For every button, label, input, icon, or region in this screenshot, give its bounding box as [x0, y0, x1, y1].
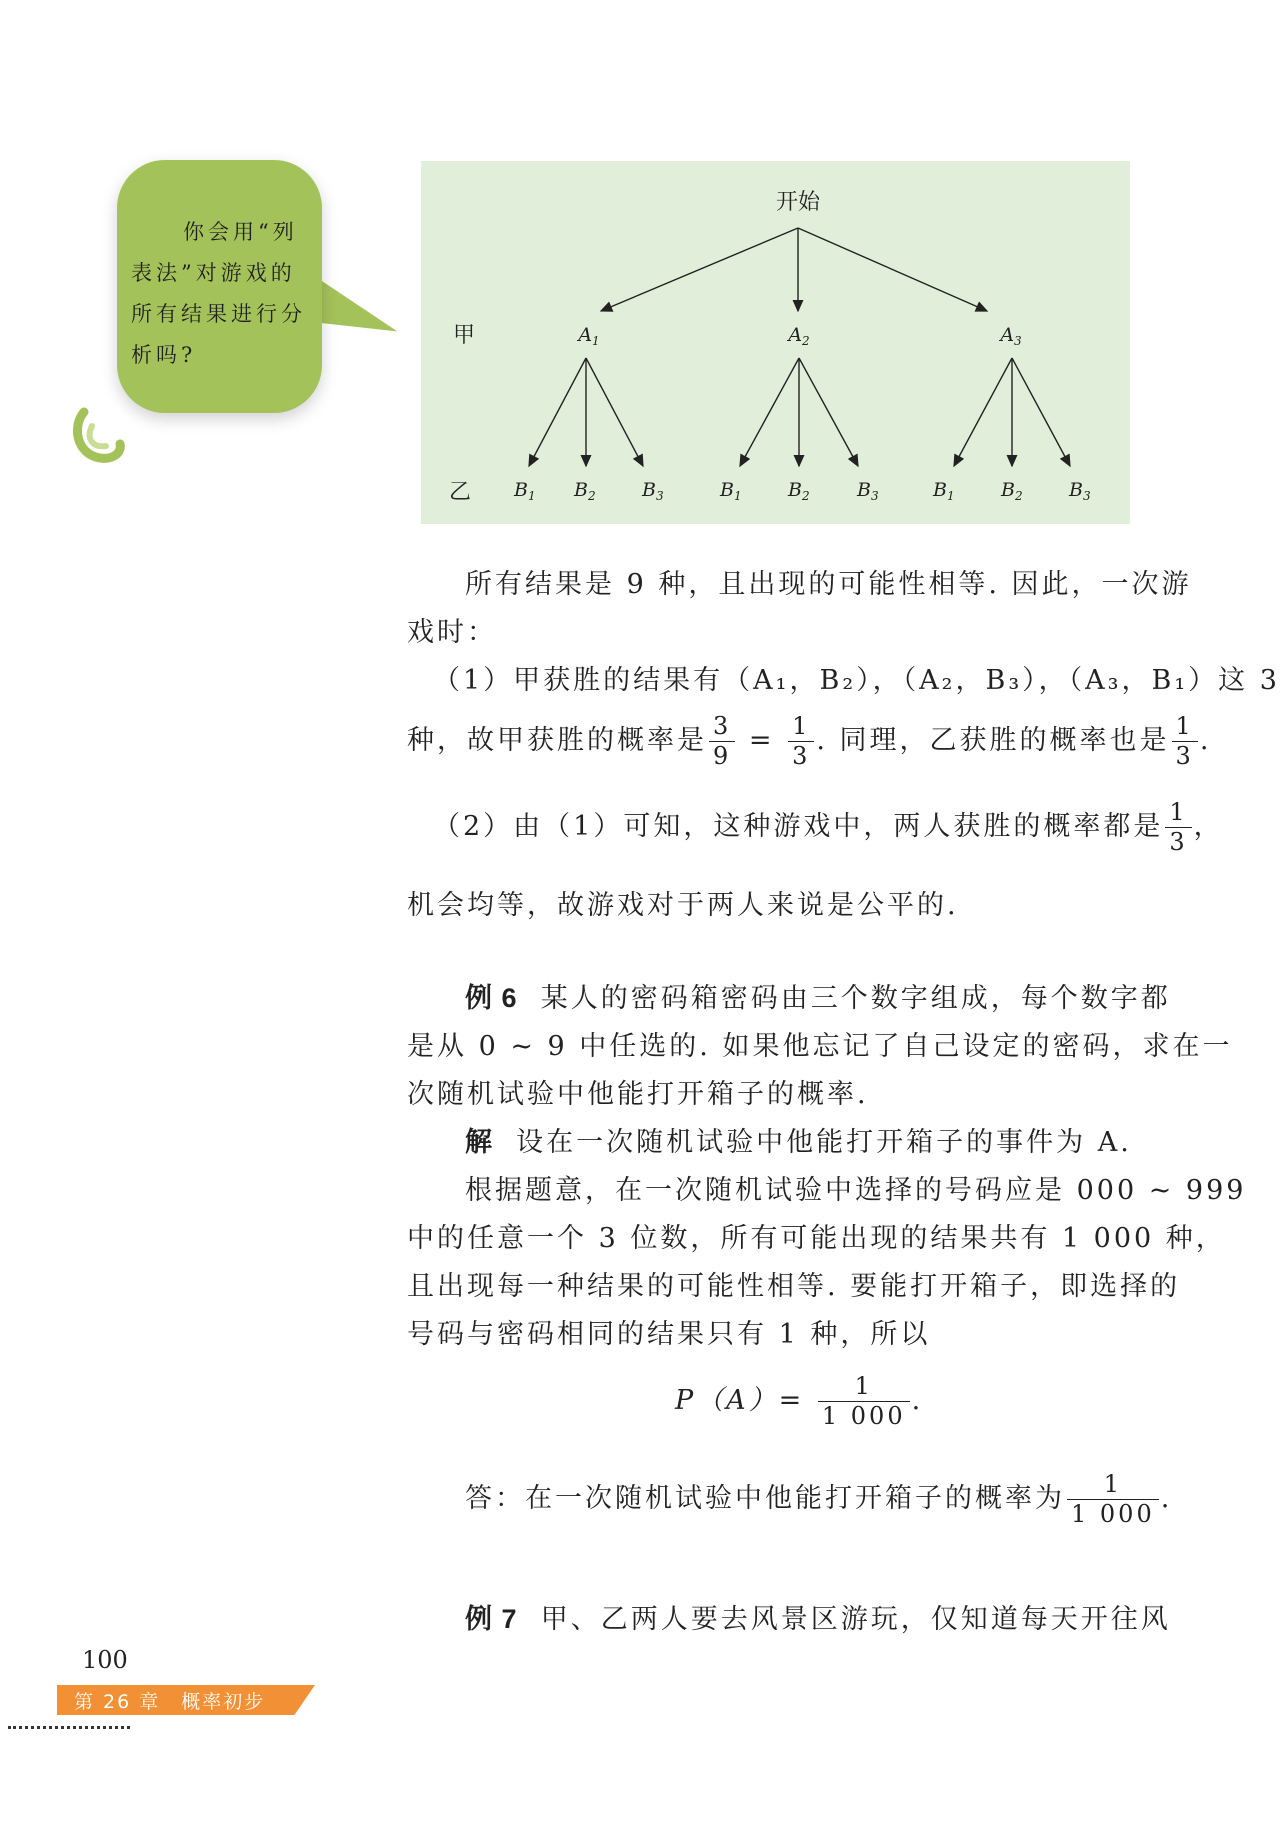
- page-number: 100: [82, 1646, 128, 1674]
- fraction-numerator: 1: [788, 712, 814, 742]
- fraction-one-third: [1172, 712, 1198, 771]
- paragraph-line: 机会均等，故游戏对于两人来说是公平的.: [407, 890, 959, 921]
- example-7-line: [465, 1597, 1171, 1636]
- tree-node-a3: $A_3$: [1000, 324, 1022, 348]
- solution-label: 解: [465, 1127, 493, 1157]
- fraction-denominator: 1 000: [821, 1402, 906, 1430]
- tree-node-b2: $B_2$: [788, 479, 810, 503]
- example-6-line: [465, 976, 1171, 1015]
- text-segment: 甲、乙两人要去风景区游玩，仅知道每天开往风: [540, 1604, 1171, 1635]
- text-segment: 某人的密码箱密码由三个数字组成，每个数字都: [540, 983, 1171, 1014]
- fraction-one-third: [788, 712, 814, 771]
- tree-diagram-svg: [421, 161, 1130, 524]
- text-segment: 答：在一次随机试验中他能打开箱子的概率为: [465, 1483, 1065, 1514]
- chapter-title: 第 26 章 概率初步: [74, 1691, 266, 1713]
- formula-lhs: P（A）=: [675, 1385, 805, 1416]
- tree-node-a1: $A_1$: [578, 324, 600, 348]
- swirl-ornament-icon: [70, 406, 125, 468]
- fraction-denominator: 9: [713, 742, 732, 770]
- tree-node-b1: $B_1$: [933, 479, 955, 503]
- tree-node-b3: $B_3$: [642, 479, 664, 503]
- answer-line: 答：在一次随机试验中他能打开箱子的概率为 $\frac{1}{1 000}$ .: [465, 1470, 1173, 1528]
- tree-root-label: 开始: [775, 190, 821, 215]
- paragraph-line: （2）由（1）可知，这种游戏中，两人获胜的概率都是 $\frac{1}{3}$ ，: [433, 798, 1224, 856]
- fraction-denominator: 3: [1175, 742, 1194, 770]
- fraction-numerator: 3: [709, 712, 735, 742]
- tip-text: [131, 212, 323, 376]
- example-7-label: 例 7: [465, 1604, 518, 1634]
- tree-diagram: [421, 161, 1130, 524]
- footer-dotted-divider: [8, 1726, 130, 1729]
- tip-line-4: 析吗?: [131, 343, 197, 367]
- fraction-one-thousandth: [1067, 1470, 1159, 1529]
- fraction-numerator: 1: [1067, 1470, 1159, 1500]
- paragraph-line: 根据题意，在一次随机试验中选择的号码应是 000 ~ 999: [465, 1175, 1247, 1206]
- tree-node-b1: $B_1$: [514, 479, 536, 503]
- tree-row-label-jia: 甲: [453, 323, 476, 348]
- paragraph-line: （1）甲获胜的结果有（A₁，B₂），（A₂，B₃），（A₃，B₁）这 3: [433, 665, 1280, 696]
- text-segment: 种，故甲获胜的概率是: [407, 725, 707, 756]
- fraction-numerator: 1: [1172, 712, 1198, 742]
- paragraph-line: 是从 0 ~ 9 中任选的. 如果他忘记了自己设定的密码，求在一: [407, 1031, 1233, 1062]
- fraction-one-third: [1165, 798, 1191, 857]
- tip-line-3: 所有结果进行分: [131, 302, 306, 326]
- text-segment: 同理，乙获胜的概率也是: [839, 725, 1170, 756]
- fraction-one-thousandth: [818, 1372, 910, 1431]
- fraction-denominator: 3: [1169, 828, 1188, 856]
- tree-node-a2: $A_2$: [788, 324, 810, 348]
- example-6-label: 例 6: [465, 983, 518, 1013]
- fraction-denominator: 1 000: [1071, 1500, 1155, 1528]
- paragraph-line: 且出现每一种结果的可能性相等. 要能打开箱子，即选择的: [407, 1271, 1181, 1302]
- fraction-three-ninths: [709, 712, 735, 771]
- text-segment: 设在一次随机试验中他能打开箱子的事件为 A.: [516, 1127, 1132, 1158]
- paragraph-line: 次随机试验中他能打开箱子的概率.: [407, 1079, 869, 1110]
- tree-node-b2: $B_2$: [574, 479, 596, 503]
- tree-node-b2: $B_2$: [1001, 479, 1023, 503]
- paragraph-line: 中的任意一个 3 位数，所有可能出现的结果共有 1 000 种，: [407, 1223, 1226, 1254]
- fraction-numerator: 1: [1165, 798, 1191, 828]
- paragraph-line: 所有结果是 9 种，且出现的可能性相等. 因此，一次游: [465, 569, 1192, 600]
- text-segment: （2）由（1）可知，这种游戏中，两人获胜的概率都是: [433, 811, 1164, 842]
- tree-node-b1: $B_1$: [720, 479, 742, 503]
- tip-line-1: 你会用“列: [183, 220, 298, 244]
- tree-row-label-yi: 乙: [449, 480, 472, 505]
- paragraph-line: 种，故甲获胜的概率是 $\frac{3}{9}$ = $\frac{1}{3}$ . 同理，乙获胜的概率也是 $\frac{1}{3}$ .: [407, 712, 1212, 770]
- fraction-numerator: 1: [818, 1372, 910, 1402]
- tree-node-b3: $B_3$: [857, 479, 879, 503]
- solution-line: [465, 1120, 1132, 1159]
- tree-node-b3: $B_3$: [1069, 479, 1091, 503]
- fraction-denominator: 3: [792, 742, 811, 770]
- formula-line: P（A）= $\frac{1}{1 000}$ .: [675, 1372, 924, 1430]
- tip-line-2: 表法”对游戏的: [131, 261, 296, 285]
- paragraph-line: 戏时：: [407, 617, 497, 648]
- paragraph-line: 号码与密码相同的结果只有 1 种，所以: [407, 1319, 931, 1350]
